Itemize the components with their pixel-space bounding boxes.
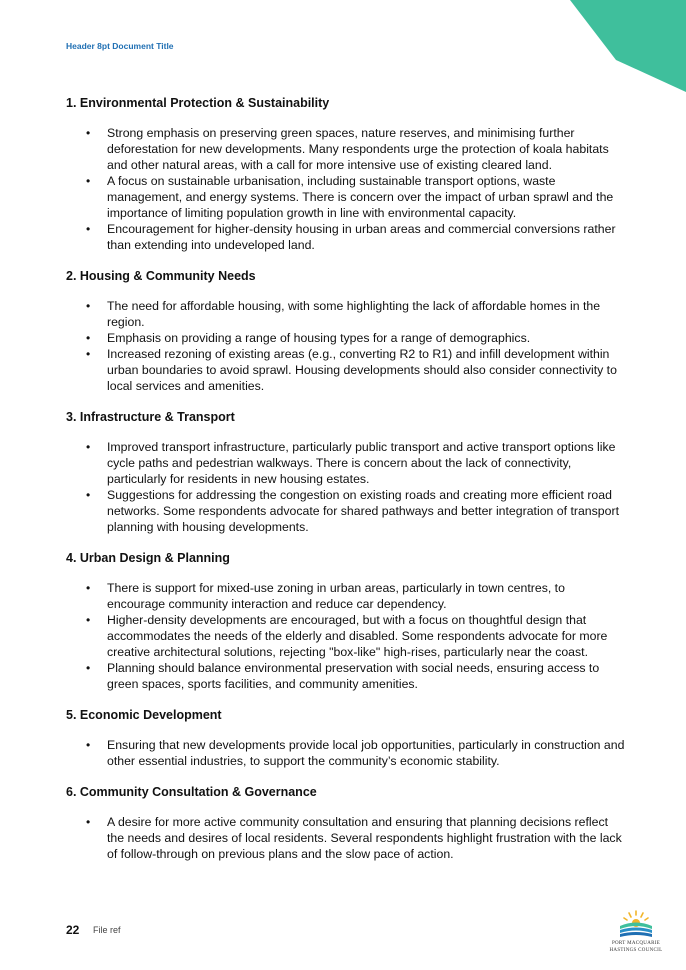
bullet-text: Strong emphasis on preserving green spaces, nature reserves, and minimising further deforestation for new developments. Many respondents urge the protection of koala habitats and other natural areas, with a call for more intensive use of existing cleared land.	[107, 126, 609, 172]
section	[66, 707, 626, 769]
bullet-item	[86, 660, 626, 692]
bullet-icon: •	[86, 738, 91, 752]
bullet-text: There is support for mixed-use zoning in urban areas, particularly in town centres, to encourage community interaction and reduce car dependency.	[107, 581, 565, 611]
bullet-item	[86, 125, 626, 173]
file-ref: File ref	[93, 925, 121, 935]
bullet-icon: •	[86, 331, 91, 345]
section	[66, 550, 626, 692]
bullet-item	[86, 814, 626, 862]
sun-waves-logo-icon	[616, 910, 656, 940]
bullet-list	[66, 737, 626, 769]
bullet-item	[86, 737, 626, 769]
bullet-item	[86, 221, 626, 253]
section-heading: 6. Community Consultation & Governance	[66, 785, 317, 799]
bullet-icon: •	[86, 440, 91, 454]
bullet-text: Improved transport infrastructure, particularly public transport and active transport options like cycle paths and pedestrian walkways. There is concern about the lack of connectivity, particularly for residents in new housing estates.	[107, 440, 616, 486]
section-heading: 4. Urban Design & Planning	[66, 551, 230, 565]
section-heading: 3. Infrastructure & Transport	[66, 410, 235, 424]
bullet-text: Suggestions for addressing the congestion on existing roads and creating more efficient road networks. Some respondents advocate for shared pathways and better integration of transport planning with housing developments.	[107, 488, 619, 534]
bullet-text: Increased rezoning of existing areas (e.g., converting R2 to R1) and infill development within urban boundaries to avoid sprawl. Housing developments should also consider connectivity to local services and amenities.	[107, 347, 617, 393]
bullet-list	[66, 814, 626, 862]
bullet-text: The need for affordable housing, with some highlighting the lack of affordable homes in the region.	[107, 299, 601, 329]
bullet-icon: •	[86, 299, 91, 313]
section-heading: 5. Economic Development	[66, 708, 222, 722]
bullet-text: Ensuring that new developments provide local job opportunities, particularly in construction and other essential industries, to support the community’s economic stability.	[107, 738, 625, 768]
bullet-item	[86, 173, 626, 221]
bullet-icon: •	[86, 661, 91, 675]
bullet-icon: •	[86, 815, 91, 829]
page-number: 22	[66, 923, 80, 937]
bullet-text: Emphasis on providing a range of housing types for a range of demographics.	[107, 331, 531, 345]
section-heading: 2. Housing & Community Needs	[66, 269, 256, 283]
bullet-text: Encouragement for higher-density housing in urban areas and commercial conversions rather than extending into undeveloped land.	[107, 222, 616, 252]
bullet-list	[66, 439, 626, 535]
bullet-text: Planning should balance environmental preservation with social needs, ensuring access to green spaces, sports facilities, and community amenities.	[107, 661, 600, 691]
bullet-icon: •	[86, 222, 91, 236]
bullet-text: A focus on sustainable urbanisation, including sustainable transport options, waste management, and energy systems. There is concern over the impact of urban sprawl and the importance of limiting population growth in line with environmental capacity.	[107, 174, 614, 220]
section	[66, 409, 626, 535]
bullet-icon: •	[86, 581, 91, 595]
bullet-item	[86, 612, 626, 660]
bullet-text: Higher-density developments are encouraged, but with a focus on thoughtful design that accommodates the needs of the elderly and disabled. Some respondents advocate for more creative architectural solutions, rejecting "box-like" high-rises, particularly near the coast.	[107, 613, 608, 659]
bullet-item	[86, 330, 626, 346]
bullet-list	[66, 298, 626, 394]
logo-text: PORT MACQUARIE	[611, 941, 661, 946]
bullet-icon: •	[86, 126, 91, 140]
header-document-title: Header 8pt Document Title	[66, 41, 174, 51]
section	[66, 268, 626, 394]
bullet-item	[86, 298, 626, 330]
bullet-icon: •	[86, 174, 91, 188]
bullet-item	[86, 439, 626, 487]
section-heading: 1. Environmental Protection & Sustainability	[66, 96, 330, 110]
bullet-item	[86, 580, 626, 612]
bullet-item	[86, 346, 626, 394]
bullet-icon: •	[86, 347, 91, 361]
bullet-list	[66, 580, 626, 692]
section	[66, 95, 626, 253]
corner-accent-shape	[570, 0, 686, 92]
bullet-list	[66, 125, 626, 253]
bullet-icon: •	[86, 613, 91, 627]
bullet-icon: •	[86, 488, 91, 502]
document-body	[66, 95, 626, 877]
council-logo	[606, 910, 666, 956]
section	[66, 784, 626, 862]
bullet-text: A desire for more active community consultation and ensuring that planning decisions reflect the needs and desires of local residents. Several respondents highlight frustration with the lack of follow-through on previous plans and the slow pace of action.	[107, 815, 622, 861]
bullet-item	[86, 487, 626, 535]
logo-text: HASTINGS COUNCIL	[609, 948, 663, 953]
